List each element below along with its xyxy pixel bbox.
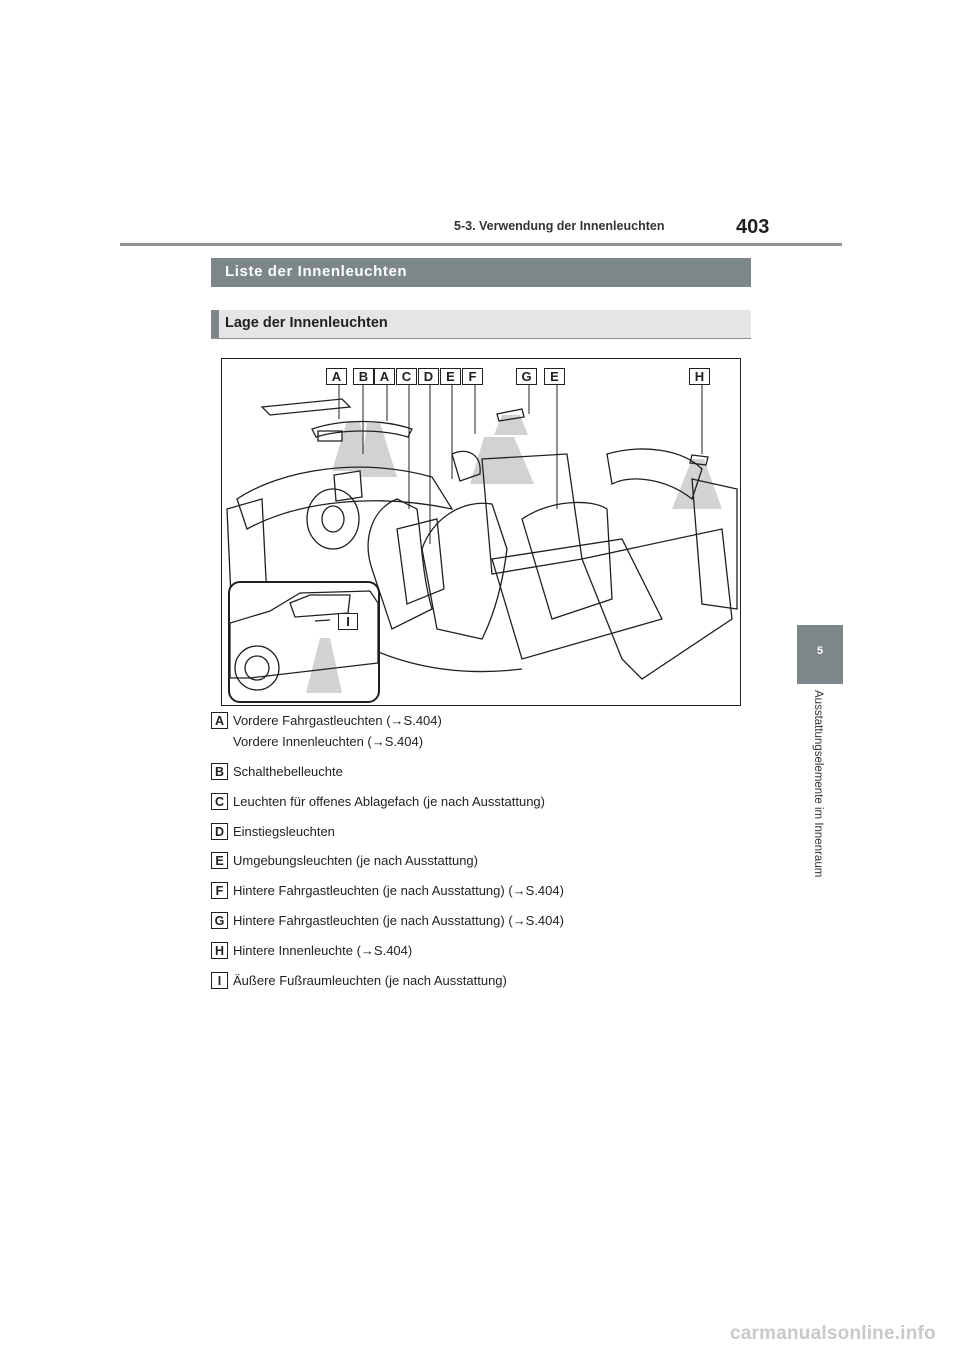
legend-text-a-2: Vordere Innenleuchten (→S.404) — [233, 734, 424, 749]
interior-lights-figure — [221, 358, 741, 706]
legend-badge-b: B — [211, 763, 228, 780]
car-wheel-inner — [245, 656, 269, 680]
rear-bench-seat — [492, 539, 662, 659]
legend-badge-e: E — [211, 852, 228, 869]
callout-e-1: E — [440, 368, 461, 385]
watermark-logo: carmanualsonline.info — [730, 1323, 936, 1344]
chapter-tab — [797, 625, 843, 684]
callout-a-1: A — [326, 368, 347, 385]
legend-text-e: Umgebungsleuchten (je nach Ausstattung) — [233, 853, 478, 868]
legend-text-f: Hintere Fahrgastleuchten (je nach Ausstattung) (→S.404) — [233, 883, 564, 898]
legend-badge-a: A — [211, 712, 228, 729]
light-beam-rear-1 — [470, 437, 534, 484]
door-handle — [315, 620, 330, 621]
callout-h: H — [689, 368, 710, 385]
chapter-label-container — [812, 690, 830, 920]
section-title: 5-3. Verwendung der Innenleuchten — [454, 219, 665, 233]
sun-visor — [262, 399, 350, 415]
callout-e-2: E — [544, 368, 565, 385]
center-screen — [334, 471, 362, 501]
callout-i: I — [338, 613, 358, 630]
callout-b: B — [353, 368, 374, 385]
legend-badge-d: D — [211, 823, 228, 840]
callout-a-2: A — [374, 368, 395, 385]
main-heading: Liste der Innenleuchten — [225, 263, 408, 280]
steering-wheel-inner — [322, 506, 344, 532]
legend-badge-c: C — [211, 793, 228, 810]
car-wheel — [235, 646, 279, 690]
legend-badge-h: H — [211, 942, 228, 959]
main-heading-bar — [211, 258, 751, 287]
exterior-car-illustration — [230, 583, 378, 701]
steering-wheel — [307, 489, 359, 549]
third-row — [582, 529, 732, 679]
callout-g: G — [516, 368, 537, 385]
legend-badge-g: G — [211, 912, 228, 929]
sub-heading: Lage der Innenleuchten — [225, 315, 388, 331]
puddle-light-beam — [306, 638, 342, 693]
legend-text-h: Hintere Innenleuchte (→S.404) — [233, 943, 413, 958]
chapter-label: Ausstattungselemente im Innenraum — [812, 690, 824, 878]
light-beam-rear-2 — [494, 415, 528, 435]
callout-f: F — [462, 368, 483, 385]
sub-heading-bar — [211, 310, 751, 339]
legend-text-i: Äußere Fußraumleuchten (je nach Ausstattung) — [233, 973, 507, 988]
legend-text-c: Leuchten für offenes Ablagefach (je nach Ausstattung) — [233, 794, 545, 809]
legend-text-g: Hintere Fahrgastleuchten (je nach Ausstattung) (→S.404) — [233, 913, 564, 928]
header-divider — [120, 243, 842, 246]
exterior-inset — [228, 581, 380, 703]
passenger-seat — [422, 503, 507, 639]
legend-text-b: Schalthebelleuchte — [233, 764, 343, 779]
legend-text-a: Vordere Fahrgastleuchten (→S.404) — [233, 713, 442, 728]
legend-text-d: Einstiegsleuchten — [233, 824, 335, 839]
page-number: 403 — [736, 216, 770, 238]
legend-badge-i: I — [211, 972, 228, 989]
legend-badge-f: F — [211, 882, 228, 899]
chapter-number: 5 — [816, 645, 824, 657]
car-body — [230, 591, 378, 678]
callout-d: D — [418, 368, 439, 385]
callout-c: C — [396, 368, 417, 385]
center-console — [397, 519, 444, 604]
